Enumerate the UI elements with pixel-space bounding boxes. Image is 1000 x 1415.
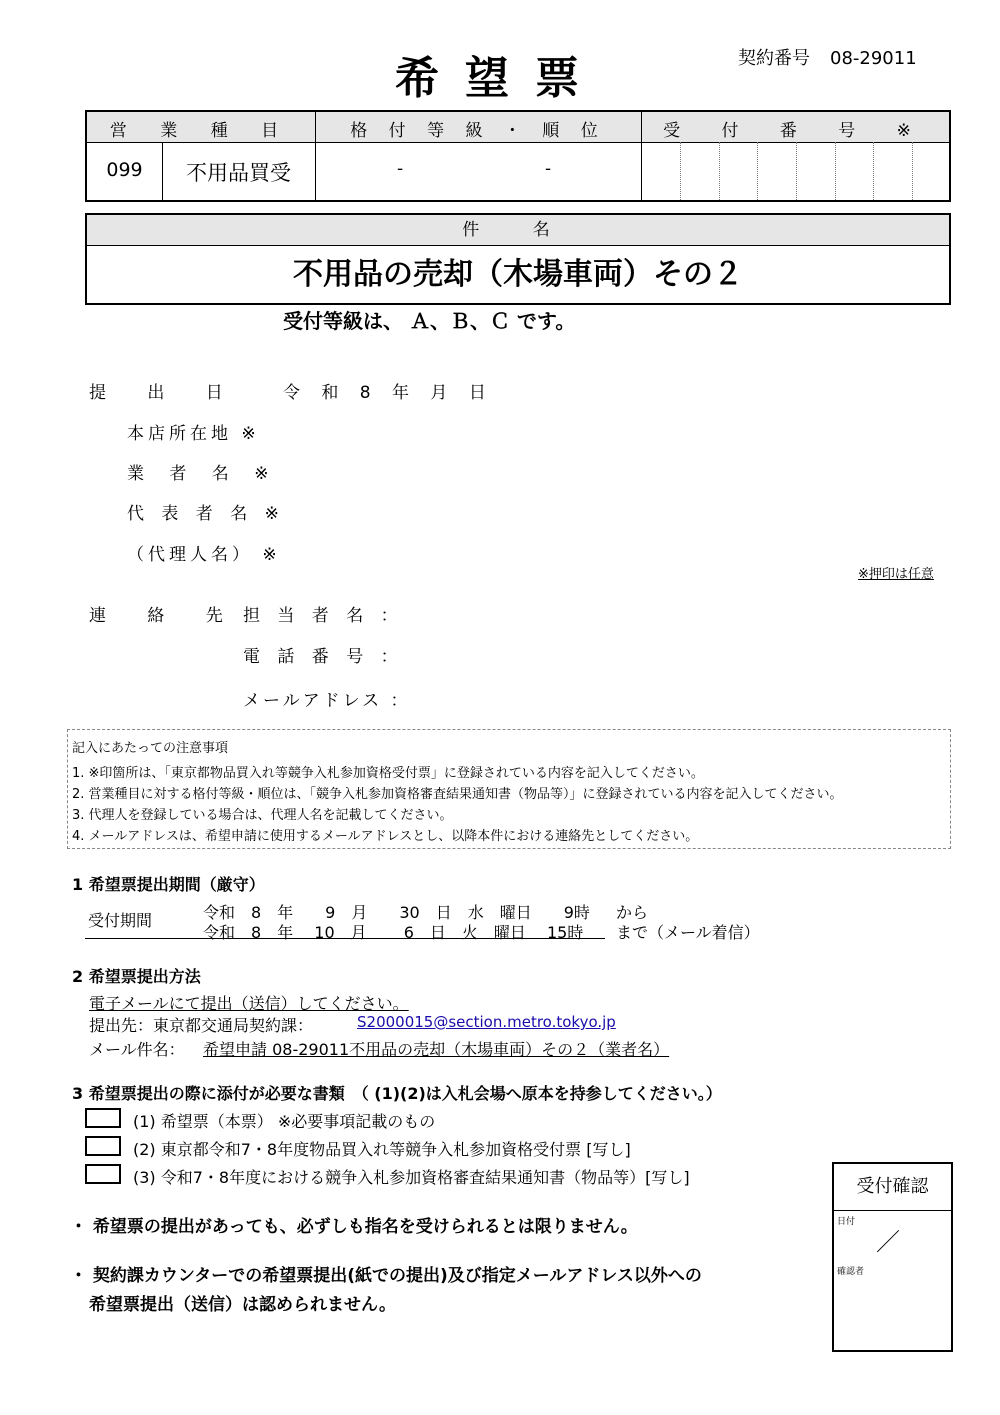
contact-label: 連 絡 先 [89, 606, 241, 626]
rank-value: - [545, 159, 552, 179]
period-label: 受付期間 [88, 911, 153, 930]
bullet-note-continued: 希望票提出（送信）は認められません。 [89, 1295, 397, 1315]
header-reception-number: 受 付 番 号 ※ [663, 121, 929, 141]
period-start-suffix: から [616, 903, 649, 922]
contract-value: 08-29011 [830, 48, 917, 69]
period-end-suffix: まで（メール着信） [616, 923, 760, 942]
email-label: メールアドレス ： [243, 691, 411, 711]
note-item: 4. メールアドレスは、希望申請に使用するメールアドレスとし、以降本件における連絡先としてください。 [72, 829, 699, 844]
attachment-3-checkbox[interactable] [85, 1164, 121, 1184]
contract-label: 契約番号 [738, 48, 810, 69]
section1-heading: 1 希望票提出期間（厳守） [72, 875, 265, 894]
subject-value: 不用品の売却（木場車両）その２ [293, 257, 743, 292]
category-grade-table [85, 110, 951, 202]
attachment-2-label: (2) 東京都令和7・8年度物品買入れ等競争入札参加資格受付票 [写し] [133, 1140, 631, 1159]
submission-email-link[interactable]: S2000015@section.metro.tokyo.jp [357, 1013, 616, 1031]
header-grade: 格 付 等 級 ・ 順 位 [350, 121, 606, 141]
subject-box [85, 213, 951, 305]
divider [641, 112, 642, 200]
category-code: 099 [106, 159, 143, 181]
attachment-1-checkbox[interactable] [85, 1108, 121, 1128]
phone-label: 電 話 番 号 ： [243, 647, 404, 667]
reception-confirm-box [832, 1162, 953, 1352]
mail-subject-label: メール件名： [89, 1040, 185, 1059]
bullet-note: ・ 希望票の提出があっても、必ずしも指名を受けられるとは限りません。 [70, 1217, 638, 1237]
contract-number [738, 44, 917, 70]
person-label: 担 当 者 名 ： [243, 606, 404, 626]
category-name: 不用品買受 [186, 161, 291, 185]
notes-title: 記入にあたっての注意事項 [72, 741, 229, 756]
grade-note: 受付等級は、 Ａ、Ｂ、Ｃ です。 [283, 309, 576, 333]
section3-heading: 3 希望票提出の際に添付が必要な書類 （ (1)(2)は入札会場へ原本を持参してください。） [72, 1084, 722, 1103]
representative-label: 代 表 者 名 ※ [127, 504, 285, 524]
mail-subject-value: 希望申請 08-29011不用品の売却（木場車両）その２（業者名） [203, 1040, 670, 1059]
period-end: 令和 8 年 10 月 6 日 火 曜日 15時 [203, 923, 584, 942]
agent-label: （代理人名） ※ [127, 545, 281, 565]
company-label: 業 者 名 ※ [127, 464, 279, 484]
attachment-3-label: (3) 令和7・8年度における競争入札参加資格審査結果通知書（物品等）[写し] [133, 1168, 690, 1187]
period-start: 令和 8 年 9 月 30 日 水 曜日 9時 [203, 903, 590, 922]
destination-label: 提出先：東京都交通局契約課： [89, 1016, 314, 1035]
submit-date-label: 提 出 日 [89, 383, 241, 403]
bullet-note: ・ 契約課カウンターでの希望票提出(紙での提出)及び指定メールアドレス以外への [70, 1266, 702, 1286]
seal-note: ※押印は任意 [858, 567, 934, 582]
grade-value: - [397, 159, 404, 179]
reception-title: 受付確認 [834, 1164, 951, 1211]
date-slash: ／ [876, 1228, 900, 1256]
date-label: 日付 [837, 1217, 856, 1227]
document-title: 希望票 [395, 53, 605, 104]
attachment-2-checkbox[interactable] [85, 1136, 121, 1156]
section2-heading: 2 希望票提出方法 [72, 967, 201, 986]
confirmer-label: 確認者 [837, 1267, 865, 1277]
address-label: 本店所在地 ※ [127, 424, 260, 444]
notes-box [67, 729, 951, 849]
note-item: 2. 営業種目に対する格付等級・順位は、「競争入札参加資格審査結果通知書（物品等）」に登録されている内容を記入してください。 [72, 787, 843, 802]
note-item: 1. ※印箇所は、「東京都物品買入れ等競争入札参加資格受付票」に登録されている内容を記入してください。 [72, 766, 704, 781]
submission-instruction: 電子メールにて提出（送信）してください。 [89, 994, 409, 1013]
header-category: 営 業 種 目 [109, 121, 293, 141]
attachment-1-label: (1) 希望票（本票） ※必要事項記載のもの [133, 1112, 436, 1131]
divider [315, 112, 316, 200]
note-item: 3. 代理人を登録している場合は、代理人名を記載してください。 [72, 808, 453, 823]
submit-date-value: 令 和 8 年 月 日 [283, 383, 486, 403]
subject-header: 件 名 [87, 215, 949, 246]
